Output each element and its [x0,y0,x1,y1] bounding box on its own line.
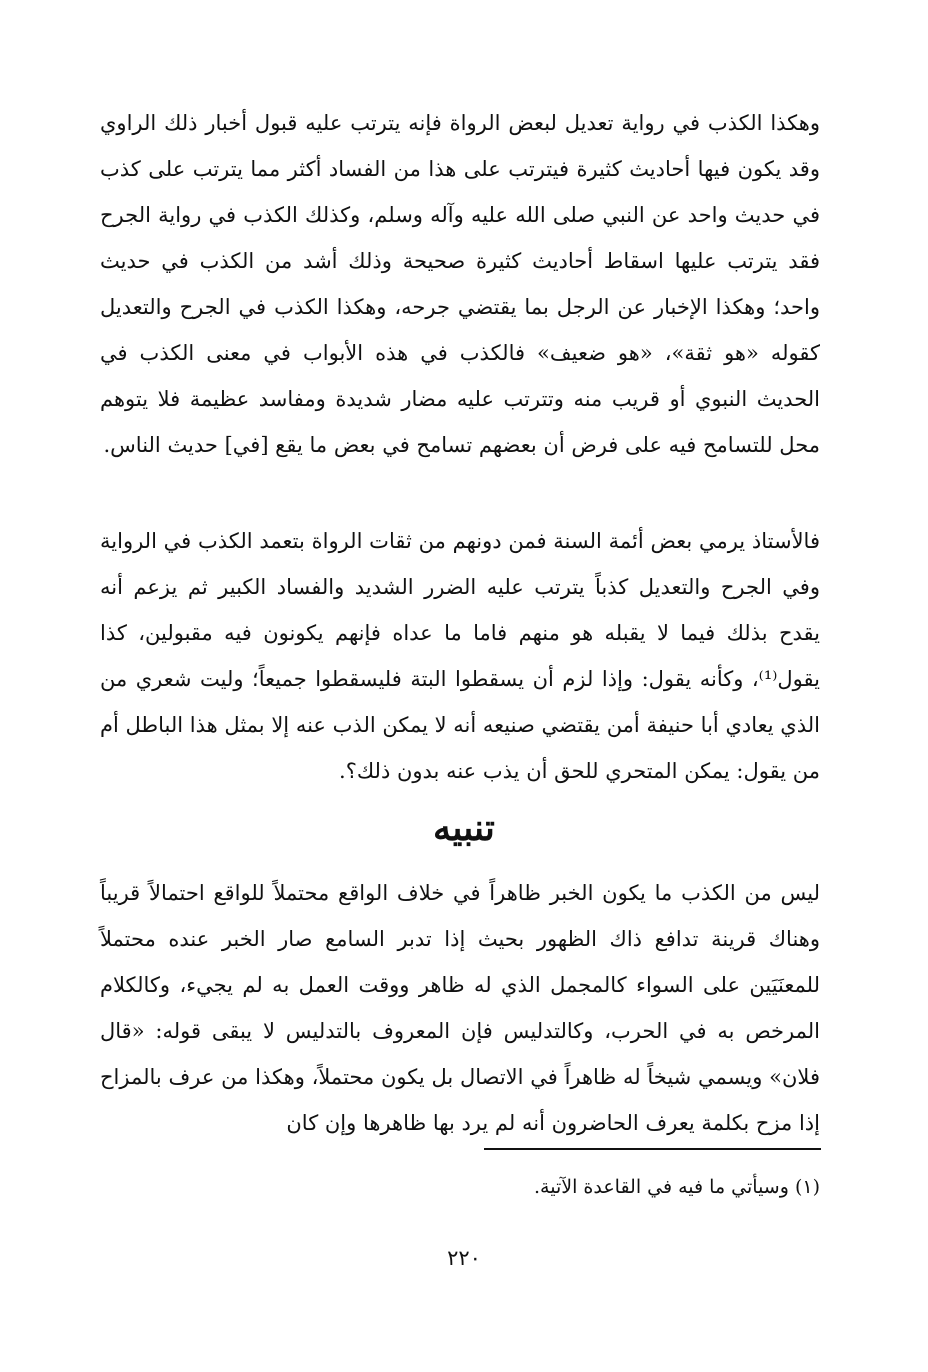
paragraph-3: ليس من الكذب ما يكون الخبر ظاهراً في خلاف الواقع محتملاً للواقع احتمالاً قريباً وهناك قرينة تدافع ذاك الظهور بحيث إذا تدبر السامع صار الخبر عنده محتملاً للمعنَيَين على السواء كالمجمل الذي له ظاهر ووقت العمل به لم يجيء، وكالكلام المرخص به في الحرب، وكالتدليس فإن المعروف بالتدليس لا يبقى قوله: «قال فلان» ويسمي شيخاً له ظاهراً في الاتصال بل يكون محتملاً، وهكذا من عرف بالمزاح إذا مزح بكلمة يعرف الحاضرون أنه لم يرد بها ظاهرها وإن كان [100,881,820,1135]
footnote: (١) وسيأتي ما فيه في القاعدة الآتية. [533,1176,820,1198]
footnote-divider [484,1148,821,1150]
section-heading: تنبيه [433,807,495,849]
paragraph-1: وهكذا الكذب في رواية تعديل لبعض الرواة فإنه يترتب عليه قبول أخبار ذلك الراوي وقد يكون فيها أحاديث كثيرة فيترتب على هذا من الفساد أكثر مما يترتب على كذب في حديث واحد عن النبي صلى الله عليه وآله وسلم، وكذلك الكذب في رواية الجرح فقد يترتب عليها اسقاط أحاديث كثيرة صحيحة وذلك أشد من الكذب في حديث واحد؛ وهكذا الإخبار عن الرجل بما يقتضي جرحه، وهكذا الكذب في الجرح والتعديل كقوله «هو ثقة»، «هو ضعيف» فالكذب في هذه الأبواب في معنى الكذب في الحديث النبوي أو قريب منه وتترتب عليه مضار شديدة ومفاسد عظيمة فلا يتوهم محل للتسامح فيه على فرض أن بعضهم تسامح في بعض ما يقع [في] حديث الناس. [100,111,820,457]
paragraph-2: فالأستاذ يرمي بعض أئمة السنة فمن دونهم من ثقات الرواة بتعمد الكذب في الرواية وفي الجرح والتعديل كذباً يترتب عليه الضرر الشديد والفساد الكبير ثم يزعم أنه يقدح بذلك فيما لا يقبله هو منهم فاما ما عداه فإنهم يكونون فيه مقبولين، كذا يقول⁽¹⁾، وكأنه يقول: وإذا لزم أن يسقطوا البتة فليسقطوا جميعاً؛ وليت شعري من الذي يعادي أبا حنيفة أمن يقتضي صنيعه أنه لا يمكن الذب عنه إلا بمثل هذا الباطل أم من يقول: يمكن المتحري للحق أن يذب عنه بدون ذلك؟. [100,529,820,783]
page-number: ٢٢٠ [447,1246,481,1270]
